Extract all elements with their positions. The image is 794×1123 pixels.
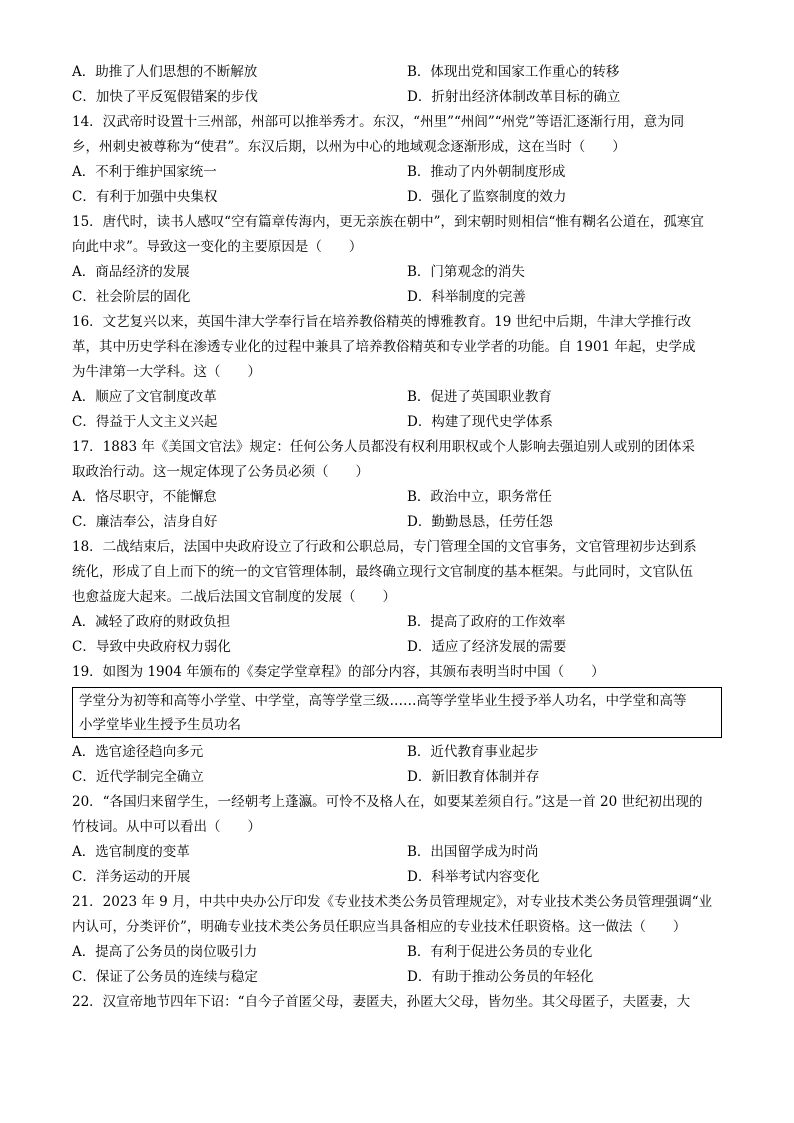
q18-option-a: A．减轻了政府的财政负担 — [72, 614, 231, 630]
q18-stem-line-2 — [72, 560, 722, 585]
q15-stem-text-1: 15．唐代时，读书人感叹“空有篇章传海内，更无亲族在朝中”，到宋朝时则相信“惟有糊名公道在，孤寒宜 — [72, 214, 704, 230]
q18-options-row-1 — [72, 610, 722, 635]
q18-option-d: D．适应了经济发展的需要 — [407, 639, 567, 655]
q15-options-row-1 — [72, 260, 722, 285]
q14-option-b: B．推动了内外朝制度形成 — [407, 164, 566, 180]
q15-option-a: A．商品经济的发展 — [72, 264, 190, 280]
q16-option-c: C．得益于人文主义兴起 — [72, 414, 218, 430]
q17-options-row-1 — [72, 485, 722, 510]
q18-stem-line-1 — [72, 535, 722, 560]
q17-stem-text-1: 17．1883 年《美国文官法》规定：任何公务人员都没有权利用职权或个人影响去强迫别人或别的团体采 — [72, 439, 695, 455]
q18-stem-text-3: 也愈益庞大起来。二战后法国文官制度的发展（ ） — [72, 589, 396, 605]
q18-stem-text-1: 18．二战结束后，法国中央政府设立了行政和公职总局，专门管理全国的文官事务，文官管理初步达到系 — [72, 539, 697, 555]
q16-option-b: B．促进了英国职业教育 — [407, 389, 552, 405]
q22-stem-line-1 — [72, 990, 722, 1015]
q19-option-a: A．选官途径趋向多元 — [72, 744, 204, 760]
q21-stem-text-1: 21．2023 年 9 月，中共中央办公厅印发《专业技术类公务员管理规定》，对专业技术类公务员管理强调“业 — [72, 894, 713, 910]
q19-source-line-1: 学堂分为初等和高等小学堂、中学堂，高等学堂三级……高等学堂毕业生授予举人功名，中学堂和高等 — [79, 693, 687, 709]
q19-options-row-1 — [72, 740, 722, 765]
q14-option-a: A．不利于维护国家统一 — [72, 164, 217, 180]
q14-option-c: C．有利于加强中央集权 — [72, 189, 218, 205]
q19-source-box — [72, 687, 722, 738]
q16-option-a: A．顺应了文官制度改革 — [72, 389, 217, 405]
q14-option-d: D．强化了监察制度的效力 — [407, 189, 567, 205]
q16-stem-line-3 — [72, 360, 722, 385]
q22-stem-text-1: 22．汉宣帝地节四年下诏：“自今子首匿父母，妻匿夫，孙匿大父母，皆勿坐。其父母匿子，夫匿妻，大 — [72, 994, 691, 1010]
q20-option-c: C．洋务运动的开展 — [72, 869, 191, 885]
q15-option-b: B．门第观念的消失 — [407, 264, 525, 280]
q16-options-row-1 — [72, 385, 722, 410]
q19-options-row-2 — [72, 765, 722, 790]
q21-option-b: B．有利于促进公务员的专业化 — [407, 944, 593, 960]
q20-option-a: A．选官制度的变革 — [72, 844, 190, 860]
q15-stem-line-2 — [72, 235, 722, 260]
q19-source-line-2: 小学堂毕业生授予生员功名 — [79, 717, 241, 733]
q18-stem-text-2: 统化，形成了自上而下的统一的文官管理体制，最终确立现行文官制度的基本框架。与此同时，文官队伍 — [72, 564, 693, 580]
q21-stem-text-2: 内认可，分类评价”，明确专业技术类公务员任职应当具备相应的专业技术任职资格。这一做法（ ） — [72, 919, 687, 935]
q13-options-row-1 — [72, 60, 722, 85]
q13-option-d: D．折射出经济体制改革目标的确立 — [407, 89, 621, 105]
q16-stem-text-3: 为牛津第一大学科。这（ ） — [72, 364, 261, 380]
q16-stem-line-1 — [72, 310, 722, 335]
q20-options-row-1 — [72, 840, 722, 865]
q14-stem-text-1: 14．汉武帝时设置十三州部，州部可以推举秀才。东汉，“州里”“州闾”“州党”等语汇逐渐行用，意为同 — [72, 114, 685, 130]
q17-option-b: B．政治中立，职务常任 — [407, 489, 552, 505]
q14-stem-text-2: 乡，州刺史被尊称为“使君”。东汉后期，以州为中心的地域观念逐渐形成，这在当时（ ） — [72, 139, 626, 155]
q17-option-c: C．廉洁奉公，洁身自好 — [72, 514, 218, 530]
q21-option-a: A．提高了公务员的岗位吸引力 — [72, 944, 258, 960]
q19-stem-text-1: 19．如图为 1904 年颁布的《奏定学堂章程》的部分内容，其颁布表明当时中国（ ） — [72, 664, 605, 680]
q21-option-c: C．保证了公务员的连续与稳定 — [72, 969, 258, 985]
q13-option-a: A．助推了人们思想的不断解放 — [72, 64, 258, 80]
q13-options-row-2 — [72, 85, 722, 110]
q15-stem-text-2: 向此中求”。导致这一变化的主要原因是（ ） — [72, 239, 363, 255]
q14-options-row-2 — [72, 185, 722, 210]
q18-stem-line-3 — [72, 585, 722, 610]
q18-options-row-2 — [72, 635, 722, 660]
q17-stem-text-2: 取政治行动。这一规定体现了公务员必须（ ） — [72, 464, 369, 480]
q21-options-row-2 — [72, 965, 722, 990]
q14-stem-line-1 — [72, 110, 722, 135]
q20-stem-line-2 — [72, 815, 722, 840]
q13-option-b: B．体现出党和国家工作重心的转移 — [407, 64, 620, 80]
q20-stem-line-1 — [72, 790, 722, 815]
q21-stem-line-1 — [72, 890, 722, 915]
q17-stem-line-1 — [72, 435, 722, 460]
q19-option-d: D．新旧教育体制并存 — [407, 769, 540, 785]
q16-option-d: D．构建了现代史学体系 — [407, 414, 553, 430]
q21-stem-line-2 — [72, 915, 722, 940]
q19-option-c: C．近代学制完全确立 — [72, 769, 204, 785]
q13-option-c: C．加快了平反冤假错案的步伐 — [72, 89, 258, 105]
q21-option-d: D．有助于推动公务员的年轻化 — [407, 969, 594, 985]
q20-options-row-2 — [72, 865, 722, 890]
q16-options-row-2 — [72, 410, 722, 435]
q16-stem-line-2 — [72, 335, 722, 360]
exam-page — [72, 60, 722, 1015]
q21-options-row-1 — [72, 940, 722, 965]
q15-option-c: C．社会阶层的固化 — [72, 289, 191, 305]
q20-option-d: D．科举考试内容变化 — [407, 869, 540, 885]
q16-stem-text-2: 革，其中历史学科在渗透专业化的过程中兼具了培养教俗精英和专业学者的功能。自 1901 年起，史学成 — [72, 339, 696, 355]
q17-option-a: A．恪尽职守，不能懈怠 — [72, 489, 217, 505]
q18-option-b: B．提高了政府的工作效率 — [407, 614, 566, 630]
q17-option-d: D．勤勤恳恳，任劳任怨 — [407, 514, 553, 530]
q19-option-b: B．近代教育事业起步 — [407, 744, 539, 760]
q14-options-row-1 — [72, 160, 722, 185]
q20-stem-text-1: 20．“各国归来留学生，一经朝考上蓬瀛。可怜不及格人在，如要某差须自行。”这是一首 20 世纪初出现的 — [72, 794, 703, 810]
q16-stem-text-1: 16．文艺复兴以来，英国牛津大学奉行旨在培养教俗精英的博雅教育。19 世纪中后期，牛津大学推行改 — [72, 314, 692, 330]
q15-stem-line-1 — [72, 210, 722, 235]
q17-stem-line-2 — [72, 460, 722, 485]
q15-options-row-2 — [72, 285, 722, 310]
q20-stem-text-2: 竹枝词。从中可以看出（ ） — [72, 819, 261, 835]
q18-option-c: C．导致中央政府权力弱化 — [72, 639, 231, 655]
q14-stem-line-2 — [72, 135, 722, 160]
q17-options-row-2 — [72, 510, 722, 535]
q20-option-b: B．出国留学成为时尚 — [407, 844, 539, 860]
q19-stem-line-1 — [72, 660, 722, 685]
q15-option-d: D．科举制度的完善 — [407, 289, 526, 305]
